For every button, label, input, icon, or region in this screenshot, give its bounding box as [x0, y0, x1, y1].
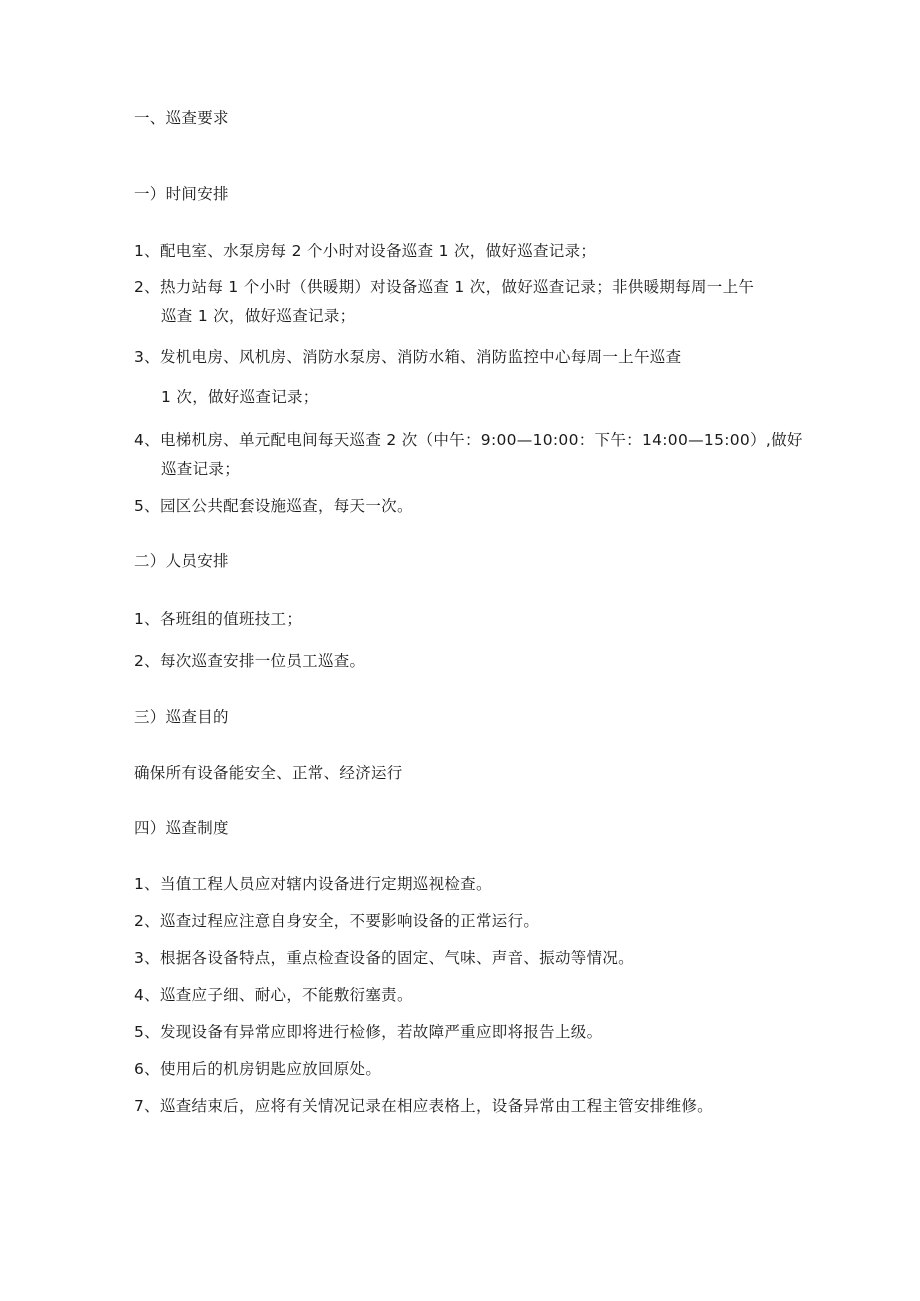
time-item-2-cont: 巡查 1 次，做好巡查记录； [161, 307, 356, 325]
rules-item-6: 6、使用后的机房钥匙应放回原处。 [134, 1060, 382, 1078]
rules-item-2: 2、巡查过程应注意自身安全，不要影响设备的正常运行。 [134, 912, 540, 930]
time-item-3: 3、发机电房、风机房、消防水泵房、消防水箱、消防监控中心每周一上午巡查 [134, 348, 682, 366]
time-item-3-cont: 1 次，做好巡查记录； [161, 388, 319, 406]
time-item-5: 5、园区公共配套设施巡查，每天一次。 [134, 497, 413, 515]
staff-item-2: 2、每次巡查安排一位员工巡查。 [134, 652, 366, 670]
staff-item-1: 1、各班组的值班技工； [134, 610, 303, 628]
purpose-text: 确保所有设备能安全、正常、经济运行 [134, 764, 403, 782]
time-item-1: 1、配电室、水泵房每 2 个小时对设备巡查 1 次，做好巡查记录； [134, 242, 597, 260]
rules-item-5: 5、发现设备有异常应即将进行检修，若故障严重应即将报告上级。 [134, 1023, 603, 1041]
section-title-rules: 四）巡查制度 [134, 819, 229, 837]
section-title-staff: 二）人员安排 [134, 552, 229, 570]
rules-item-4: 4、巡查应子细、耐心，不能敷衍塞责。 [134, 986, 413, 1004]
rules-item-7: 7、巡查结束后，应将有关情况记录在相应表格上，设备异常由工程主管安排维修。 [134, 1097, 713, 1115]
rules-item-3: 3、根据各设备特点，重点检查设备的固定、气味、声音、振动等情况。 [134, 949, 634, 967]
section-title-purpose: 三）巡查目的 [134, 708, 229, 726]
heading-inspection-requirements: 一、巡查要求 [134, 109, 229, 127]
section-title-time: 一）时间安排 [134, 185, 229, 203]
time-item-4: 4、电梯机房、单元配电间每天巡查 2 次（中午：9:00—10:00：下午：14:00—15:00）,做好 [134, 431, 803, 449]
rules-item-1: 1、当值工程人员应对辖内设备进行定期巡视检查。 [134, 875, 492, 893]
time-item-2: 2、热力站每 1 个小时（供暖期）对设备巡查 1 次，做好巡查记录；非供暖期每周一上午 [134, 278, 755, 296]
time-item-4-cont: 巡查记录； [161, 460, 241, 478]
